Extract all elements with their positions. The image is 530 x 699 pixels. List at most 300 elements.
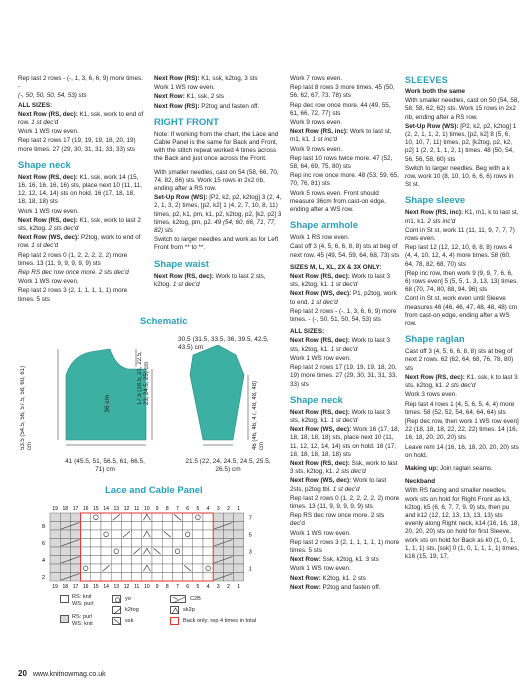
row-label: Next Row (RS, dec): (18, 216, 78, 224)
chart-cell (91, 547, 101, 556)
row-text: [Rep inc row, then work 9 (9, 9, 7, 6, 6, 6) rows even] 5 (5, 5, 1, 3, 13, 13) times. 68 (70, 74, 80, 88, 94, 96) sts (405, 269, 519, 294)
chart-cell (121, 573, 131, 582)
chart-cell (234, 564, 244, 573)
section-heading-shape-waist: Shape waist (154, 258, 209, 270)
col-number: 17 (72, 506, 79, 512)
chart-cell (111, 547, 121, 556)
row-text: K1, ssk, work to end of row. (18, 110, 144, 127)
chart-cell (121, 539, 131, 548)
col-number: 14 (103, 506, 109, 512)
row-text: Join raglan seams. (438, 464, 493, 472)
col-number: 7 (176, 584, 179, 590)
chart-cell (142, 522, 152, 531)
row-text: Work 9 rows even. (290, 145, 343, 153)
chart-cell (60, 513, 70, 522)
chart-cell (152, 513, 162, 522)
chart-cell (152, 556, 162, 565)
row-label: Making up: (405, 464, 439, 472)
chart-cell (152, 573, 162, 582)
row-text: Rep last 2 rows 17 (19, 19, 19, 18, 20, 19) more times. 27 (29, 30, 31, 31, 33, 33) sts (18, 137, 136, 153)
row-label: Set-Up Row (WS): (154, 194, 208, 202)
row-label: Next Row (RS, inc): (405, 209, 464, 217)
row-text: K2tog, k1. 2 sts (320, 574, 366, 582)
legend-label: ssk (125, 618, 134, 624)
chart-cell (213, 530, 223, 539)
row-text: K1, ssk, 2 sts (184, 93, 224, 101)
row-text: Cast off 3 (4, 5, 6, 6, 8, 8) sts at beg of next 2 rows. 62 (62, 64, 68, 76, 78, 80) sts (405, 348, 514, 372)
chart-cell (70, 530, 80, 539)
row-text: Rep last 2 rows 3 (2, 1, 1, 1, 1, 1) more times. 5 sts (18, 287, 128, 303)
chart-cell (172, 522, 182, 531)
col-number: 9 (155, 584, 159, 590)
row-text: Work 16 (17, 18, 18, 18, 18, 18) sts, place next 10 (11, 11, 12, 12, 14, 14) sts on hold. 16 (17, 18, 18, 18, 18, 18) sts (290, 426, 400, 458)
chart-cell (101, 556, 111, 565)
intro-line: Rep last 2 rows - (-, 1, 3, 6, 6, 9) more times. - (18, 75, 143, 91)
chart-title: Lace and Cable Panel (105, 485, 203, 496)
row-text: K1, ssk, k to last 3 sts, k2tog, k1. (405, 373, 518, 390)
row-text: Switch to larger needles and work as for Left Front from ** to **. (154, 236, 279, 252)
row-text: Work 3 rows even. (405, 391, 458, 399)
chart-cell (91, 539, 101, 548)
row-text: Rep last 4 rows 1 (4, 5, 6, 5, 4, 4) more times. 58 (52, 52, 54, 64, 64, 64) sts (405, 400, 515, 416)
col-number: 2 (227, 506, 230, 512)
col-number: 5 (196, 584, 200, 590)
col-number: 6 (186, 584, 190, 590)
chart-cell (101, 522, 111, 531)
chart-cell (203, 539, 213, 548)
col-number: 1 (237, 506, 241, 512)
row-note: 1 st dec'd (29, 119, 59, 127)
col-number: 6 (186, 506, 190, 512)
chart-cell (203, 522, 213, 531)
chart-cell (234, 556, 244, 565)
chart-cell (223, 547, 233, 556)
chart-cell (223, 564, 233, 573)
legend-label: Back only: rep 4 times in total (183, 618, 257, 624)
row-text: Cont in St st, work even until Sleeve measures 46 (46, 46, 47, 48, 48, 48) cm from cast-on edge, ending after a WS row. (405, 295, 518, 328)
col-number: 16 (82, 584, 89, 590)
row-text: Rep last 8 rows 3 more times. 45 (50, 56, 62, 67, 73, 78) sts (290, 84, 395, 100)
chart-cell (60, 547, 70, 556)
row-text: Rep last 2 rows 0 (1, 2, 2, 2, 2, 2) more times. 13 (11, 9, 9, 9, 9, 9) sts (290, 494, 400, 510)
legend-swatch-sk2p (170, 606, 179, 614)
dim-body-length: 36 cm (104, 395, 111, 413)
chart-cell (234, 539, 244, 548)
chart-cell (50, 556, 60, 565)
chart-cell (162, 539, 172, 548)
row-text: Cast off 3 (4, 5, 6, 6, 8, 8) sts at beg of next row. 45 (49, 54, 59, 64, 68, 73) sts (290, 243, 400, 259)
chart-cell (193, 522, 203, 531)
row-label: Next Row (RS): (154, 102, 200, 110)
row-text: K1, ssk, work to last 2 sts, k2tog. (18, 216, 141, 233)
row-label: Next Row (RS, dec): (290, 408, 350, 416)
legend-swatch-knit (60, 595, 69, 603)
row-label: Next Row (WS, dec): (290, 477, 352, 485)
dim-width: 41 (45.5, 51, 56.5, 61, 66.5, 71) cm (65, 458, 145, 473)
row-text: Work 1 WS row even. (18, 128, 79, 136)
chart-cell (172, 556, 182, 565)
col-number: 4 (206, 506, 210, 512)
row-label: Next Row (RS, dec): (405, 373, 465, 381)
chart-cell (234, 530, 244, 539)
row-number: 7 (248, 515, 252, 522)
chart-cell (121, 513, 131, 522)
row-number: 3 (248, 549, 252, 556)
chart-cell (91, 556, 101, 565)
chart-cell (91, 564, 101, 573)
row-text: K1, ssk, k2tog, 3 sts (199, 75, 258, 82)
row-text: Rep RS dec row once more. 2 sts dec'd (290, 512, 385, 528)
chart-cell (142, 573, 152, 582)
row-text: Rep last 2 rows 17 (19, 19, 19, 18, 20, 19) more times. 27 (29, 30, 31, 31, 33, 33) sts (290, 364, 398, 388)
row-text: P2tog, work to end of row. (18, 234, 141, 250)
chart-cell (223, 530, 233, 539)
row-note: 1 st dec'd (171, 280, 200, 288)
chart-cell (234, 547, 244, 556)
chart-cell (183, 573, 193, 582)
legend-label: RS: purl WS: knit (72, 614, 93, 627)
chart-cell (132, 513, 142, 522)
row-label: Next Row (RS, dec): (18, 173, 78, 181)
row-text: [P2, k2, p2, k2tog] 3 (2, 4, 2, 1, 3, 2) times, [p2, k2] 1 (4, 2, 7, 10, 8, 11) times, p2, k1, pm, k1, p2, k2tog, p2, [k2, p2] 3 times, k2tog, pm, p2. (154, 194, 282, 226)
page-number: 20 (18, 669, 27, 678)
legend-swatch-purl (60, 615, 69, 623)
row-text: Work to last 2sts, p2tog tbl. (290, 477, 387, 493)
chart-cell (234, 513, 244, 522)
col-number: 3 (216, 584, 220, 590)
chart-cell (162, 547, 172, 556)
chart-cell (111, 522, 121, 531)
row-text: With smaller needles, cast on 50 (54, 58, 58, 58, 62, 62) sts. Work 15 rows in 2x2 rib, ending after a RS row. (405, 97, 520, 121)
row-text: Rep dec row once more. 44 (49, 55, 61, 66, 72, 77) sts (290, 101, 391, 117)
chart-cell (60, 530, 70, 539)
row-text: K1, ssk, work 14 (15, 16, 16, 16, 16, 16) sts, place next 10 (11, 11, 12, 12, 14, 14) sts on hold. 16 (17, 18, 18, 18, 18, 18) sts (18, 173, 143, 206)
chart-cell (91, 522, 101, 531)
sleeve-piece (190, 345, 244, 440)
chart-cell (183, 522, 193, 531)
legend-swatch-c2b (170, 595, 186, 603)
chart-cell (193, 547, 203, 556)
chart-cell (203, 513, 213, 522)
chart-cell (203, 564, 213, 573)
legend-label: k2tog (125, 607, 139, 613)
row-text: Work 5 rows even. Front should measure 36cm from cast-on edge, ending after a WS row. (290, 189, 386, 214)
row-text: P2tog and fasten off. (320, 583, 381, 591)
row-text: K1, m1, k to last st, m1, k1. (405, 209, 519, 225)
legend-swatch-back-only (170, 617, 179, 625)
chart-cell (70, 547, 80, 556)
row-note: 2 sts dec'd (335, 468, 366, 476)
chart-cell (172, 539, 182, 548)
chart-cell (111, 564, 121, 573)
chart-cell (183, 513, 193, 522)
col-number: 13 (113, 584, 120, 590)
row-number: 8 (42, 523, 46, 530)
row-note: 2 sts inc'd (427, 217, 456, 225)
chart-cell (121, 564, 131, 573)
sizes-subheading: SIZES M, L, XL, 2X & 3X ONLY: (290, 263, 382, 271)
row-label: Next Row (WS, dec): (290, 426, 352, 434)
row-text: Work to last 3 sts, k2tog, k1. (290, 337, 390, 353)
chart-cell (142, 556, 152, 565)
col-number: 10 (144, 506, 150, 512)
chart-cell (111, 530, 121, 539)
row-text: Rep last 10 rows twice more. 47 (52, 58, 64, 69, 75, 80) sts (290, 154, 393, 171)
chart-cell (193, 539, 203, 548)
row-text: Work to last 3 sts, k2tog, k1. (290, 408, 390, 424)
legend-swatch-ssk (112, 617, 121, 625)
chart-cell (234, 522, 244, 531)
row-note: 1 st dec'd (328, 345, 358, 353)
chart-cell (101, 573, 111, 582)
chart-cell (223, 513, 233, 522)
chart-cell (203, 573, 213, 582)
row-note: 1 st dec'd (309, 298, 338, 306)
dim-sleeve-length: 46 (46, 46, 47, 48, 48, 48) cm (252, 380, 265, 450)
chart-cell (101, 539, 111, 548)
row-text: Work to last 2 sts, k2tog. (154, 272, 266, 288)
col-number: 19 (52, 584, 58, 590)
row-text: Rep last 2 rows 3 (2, 1, 1, 1, 1, 1) more times. 5 sts (290, 538, 400, 554)
chart-cell (81, 522, 91, 531)
col-number: 7 (176, 506, 179, 512)
chart-cell (132, 573, 142, 582)
row-text: Work 1 WS row even. (154, 84, 215, 92)
chart-cell (121, 556, 131, 565)
row-text: With RS facing and smaller needles, work sts on hold for Right Front as k3, k2tog, k5 (6, 6, 7, 7, 9, 9) sts, then pu and k12 (12, 12, 13, 13, 13, 13) sts evenly along Right neck, k14 (16, 16, 18, 20, 20, 20) sts on hold for first Sleeve, work sts on hold for Back as k0 (1, 0, 1, 1, 1, 1) sts, [ssk] 0 (1, 0, 1, 1, 1, 1) times, k16 (15, 19, 17, (405, 487, 520, 560)
chart-cell (172, 530, 182, 539)
col-number: 9 (155, 506, 159, 512)
row-label: Next Row (RS, dec): (154, 272, 214, 280)
chart-cell (111, 556, 121, 565)
chart-cell (213, 513, 223, 522)
chart-cell (162, 564, 172, 573)
section-heading-sleeves: SLEEVES (405, 75, 448, 85)
row-label: Next Row (RS, dec): (290, 337, 350, 345)
col-number: 3 (216, 506, 220, 512)
all-sizes: ALL SIZES: (18, 101, 53, 109)
chart-cell (213, 564, 223, 573)
chart-cell (81, 513, 91, 522)
row-text: Work 7 rows even. (290, 75, 343, 82)
chart-cell (132, 539, 142, 548)
chart-cell (70, 513, 80, 522)
chart-cell (91, 530, 101, 539)
legend-label: RS: knit WS: purl (72, 594, 94, 607)
row-text: Work to last 3 sts, k2tog, k1. (290, 273, 390, 289)
row-label: Next Row: (290, 556, 321, 564)
column-4 (405, 75, 520, 562)
dim-cuff: 21.5 (22, 24, 24.5, 24.5, 25.5, 26.5) cm (185, 458, 271, 473)
col-number: 10 (144, 584, 150, 590)
schematic-title: Schematic (140, 316, 188, 327)
chart-cell (50, 513, 60, 522)
row-text: Rep last 2 rows - (-, 1, 3, 6, 6, 9) more times. - (-, 50, 51, 50, 54, 53) sts (290, 307, 397, 324)
chart-cell (132, 564, 142, 573)
section-heading-shape-sleeve: Shape sleeve (405, 195, 466, 207)
chart-cell (50, 530, 60, 539)
col-number: 12 (123, 506, 130, 512)
chart-cell (152, 522, 162, 531)
column-2 (154, 75, 282, 290)
chart-cell (101, 547, 111, 556)
dim-upper-arm: 30.5 (31.5, 33.5, 36, 39.5, 42.5, 43.5) cm (178, 336, 269, 351)
section-heading-shape-armhole: Shape armhole (290, 220, 359, 232)
row-note: 2 sts dec'd (445, 382, 476, 390)
row-text: Work 1 RS row even. (290, 234, 350, 242)
col-number: 11 (134, 584, 140, 590)
chart-cell (162, 513, 172, 522)
row-note: 1 st dec'd (29, 242, 59, 250)
col-number: 2 (227, 584, 230, 590)
row-text: Ssk, work to last 3 sts, k2tog, k1. (290, 459, 398, 476)
row-note: 1 st inc'd (310, 136, 338, 144)
col-number: 14 (103, 584, 109, 590)
row-text: Rep inc row once more. 48 (53, 59, 65, 70, 76, 81) sts (290, 172, 399, 188)
chart-cell (111, 539, 121, 548)
chart-cell (101, 530, 111, 539)
chart-cell (162, 556, 172, 565)
row-note: 2 sts dec'd (48, 225, 79, 233)
section-heading-right-front: RIGHT FRONT (154, 116, 219, 128)
row-text: [Rep dec row, then work 1 WS row even] 22 (18, 18, 18, 22, 22, 22) times. 14 (16, 16, 18, 20, 20, 20) sts (405, 417, 519, 442)
chart-cell (132, 530, 142, 539)
chart-cell (183, 530, 193, 539)
chart-cell (50, 539, 60, 548)
row-text: Work 1 WS row even. (18, 207, 79, 215)
row-label: Next Row (RS, inc): (290, 128, 349, 136)
chart-cell (213, 547, 223, 556)
col-number: 11 (134, 506, 140, 512)
row-text: Ssk, k2tog, k1. 3 sts (320, 556, 379, 564)
chart-cell (81, 573, 91, 582)
row-label: Set-Up Row (WS): (405, 122, 459, 130)
section-heading-shape-neck: Shape neck (18, 159, 71, 171)
lace-cable-chart (36, 503, 266, 593)
row-number: 1 (248, 566, 252, 573)
chart-cell (121, 522, 131, 531)
chart-cell (193, 513, 203, 522)
row-note: 1 st dec'd (330, 485, 360, 493)
chart-cell (81, 547, 91, 556)
site-url: www.knitnowmag.co.uk (32, 671, 106, 678)
row-text: Work 1 WS row even. (290, 529, 351, 537)
legend-swatch-k2tog (112, 606, 121, 614)
row-number: 6 (42, 540, 46, 547)
legend-label: sk2p (183, 607, 195, 613)
row-text: Rep last 2 rows 0 (1, 2, 2, 2, 2, 2) more times. 13 (11, 9, 9, 9, 9, 9) sts (18, 251, 128, 267)
chart-cell (81, 539, 91, 548)
col-number: 1 (237, 584, 241, 590)
page-footer (18, 670, 106, 679)
row-label: Next Row (RS, dec): (290, 459, 350, 467)
col-number: 18 (62, 584, 69, 590)
row-text: P1, p2tog, work to end. (290, 290, 397, 306)
chart-cell (81, 530, 91, 539)
chart-cell (142, 539, 152, 548)
note-text: Note: If working from the chart, the Lace and Cable Panel is the same for Back and Front, with the stitch repeat worked 4 times across the Back and just once across the Front. (154, 130, 279, 163)
chart-cell (81, 564, 91, 573)
col-number: 8 (165, 584, 169, 590)
chart-cell (183, 539, 193, 548)
row-text: Rep RS dec row once more. 2 sts dec'd (18, 269, 129, 277)
row-label: Next Row (WS, dec): (18, 234, 80, 242)
chart-cell (193, 556, 203, 565)
chart-cell (50, 547, 60, 556)
col-number: 5 (196, 506, 200, 512)
chart-cell (162, 522, 172, 531)
chart-cell (91, 513, 101, 522)
row-number: 5 (248, 532, 252, 539)
legend-label: C2B (190, 596, 201, 602)
column-3 (290, 75, 400, 593)
row-text: Work 1 WS row even. (290, 354, 351, 362)
chart-cell (152, 530, 162, 539)
col-number: 16 (82, 506, 89, 512)
chart-cell (183, 556, 193, 565)
row-text: Rep last 12 (12, 12, 10, 8, 8, 8) rows 4 (4, 4, 10, 12, 4, 4) more times. 58 (60, 64, 78, 82, 68, 70) sts (405, 244, 513, 268)
row-label: Next Row (RS, dec): (290, 273, 350, 281)
chart-cell (50, 564, 60, 573)
col-number: 18 (62, 506, 69, 512)
col-number: 4 (206, 584, 210, 590)
row-text: [P2, k2, p2, k2tog] 1 (2, 2, 1, 1, 2, 1) times, [p2, k2] 8 (5, 6, 10, 10, 7, 11) times, p2, [k2tog, p2, k2, p2] 1 (2, 2, 1, 1, 2, 1) times. 48 (50, 54, 56, 56, 58, 60) sts (405, 122, 517, 163)
row-text: Work 9 rows even. (290, 119, 343, 127)
row-number: 2 (42, 574, 46, 581)
chart-cell (172, 547, 182, 556)
row-note: 49 (54, 60, 66, 71, 77, 82) sts (154, 218, 276, 235)
chart-cell (50, 573, 60, 582)
chart-cell (132, 522, 142, 531)
col-number: 13 (113, 506, 120, 512)
legend-label: yo (125, 596, 131, 602)
chart-cell (81, 556, 91, 565)
row-number: 4 (42, 557, 46, 564)
chart-cell (203, 547, 213, 556)
intro-sts: (-, 50, 50, 50, 54, 53) sts (18, 92, 87, 100)
row-text: Work to last st, m1, k1. (290, 128, 392, 144)
column-1 (18, 75, 144, 305)
subheading: Work both the same (405, 88, 466, 95)
col-number: 15 (93, 506, 99, 512)
chart-cell (183, 547, 193, 556)
chart-cell (152, 539, 162, 548)
all-sizes-subheading: ALL SIZES: (290, 328, 325, 336)
row-label: Next Row (RS, dec): (18, 110, 78, 118)
section-heading-shape-neck: Shape neck (290, 394, 343, 406)
chart-cell (50, 522, 60, 531)
legend-swatch-yo (112, 595, 121, 603)
row-label: Next Row: (290, 574, 321, 582)
chart-cell (203, 530, 213, 539)
chart-cell (132, 556, 142, 565)
row-label: Next Row: (290, 583, 321, 591)
row-label: Next Row (WS, dec): (290, 290, 352, 298)
chart-legend (60, 593, 285, 638)
section-heading-shape-raglan: Shape raglan (405, 334, 465, 346)
chart-cell (152, 564, 162, 573)
row-label: Next Row (RS): (154, 75, 200, 82)
row-note: 1 st dec'd (328, 281, 358, 289)
row-text: Leave rem 14 (16, 16, 18, 20, 20, 20) sts on hold. (405, 443, 519, 459)
row-note: 1 st dec'd (328, 416, 358, 424)
col-number: 15 (93, 584, 99, 590)
chart-cell (111, 573, 121, 582)
col-number: 8 (165, 506, 169, 512)
chart-cell (121, 547, 131, 556)
col-number: 19 (52, 506, 58, 512)
row-text: Work 1 WS row even. (18, 278, 79, 286)
